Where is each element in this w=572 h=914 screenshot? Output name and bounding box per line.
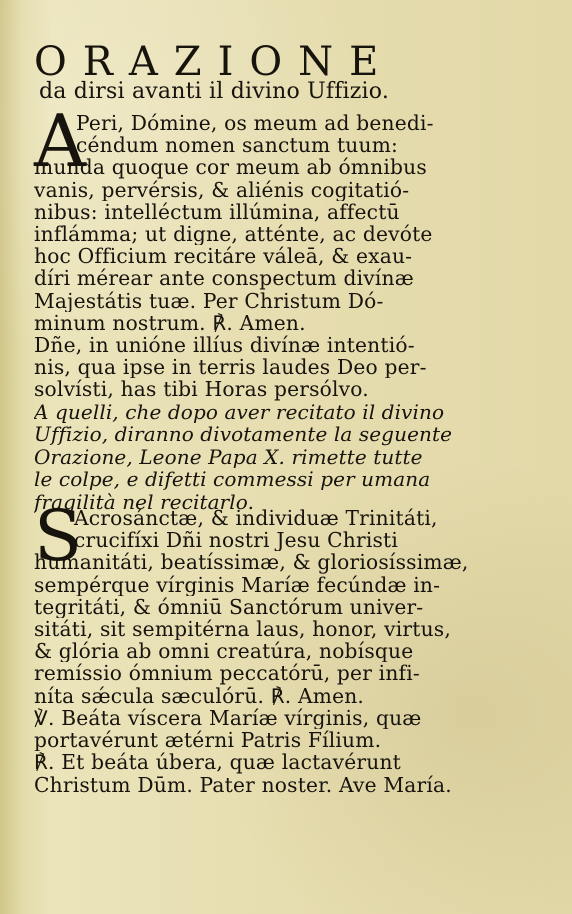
prayer-line: Acrosánctæ, & individuæ Trinitáti, (74, 507, 438, 530)
note-line: fragilità nel recitarlo. (34, 490, 255, 514)
note-line: Uffizio, diranno divotamente la seguente (34, 423, 453, 446)
page-subtitle: da dirsi avanti il divino Uffizio. (39, 79, 390, 104)
versicle-line: portavérunt ætérni Patris Fílium. (34, 729, 382, 752)
prayer-line: nibus: intelléctum illúmina, affectū (34, 200, 400, 224)
prayer-line: níta sǽcula sæculórū. ℟. Amen. (34, 684, 365, 707)
final-prayer (34, 507, 484, 707)
prayer-line: inflámma; ut digne, atténte, ac devóte (34, 223, 433, 246)
versicle-response (34, 707, 484, 796)
prayer-line: Peri, Dómine, os meum ad benedi- (76, 112, 434, 135)
prayer-intention (34, 334, 484, 401)
prayer-line: sitáti, sit sempitérna laus, honor, virtus, (34, 618, 451, 641)
prayer-line: sempérque vírginis Maríæ fecúndæ in- (34, 573, 441, 596)
page-title: ORAZIONE (34, 39, 395, 85)
drop-cap-s: S (34, 495, 82, 577)
page-gutter (0, 0, 22, 914)
prayer-line: díri mérear ante conspectum divínæ (34, 267, 414, 290)
italian-note (34, 401, 484, 513)
response-line: Christum Dūm. Pater noster. Ave María. (34, 773, 452, 796)
prayer-line: nis, qua ipse in terris laudes Deo per- (34, 356, 427, 379)
drop-cap-a: A (34, 99, 86, 183)
prayer-line: Dñe, in unióne illíus divínæ intentió- (34, 334, 415, 357)
prayer-opening (34, 112, 484, 334)
prayer-line: céndum nomen sanctum tuum: (76, 134, 399, 157)
versicle-line: ℣. Beáta víscera Maríæ vírginis, quæ (34, 707, 422, 730)
prayer-line: & glória ab omni creatúra, nobísque (34, 640, 414, 663)
prayer-line: crucifíxi Dñi nostri Jesu Christi (74, 529, 399, 552)
prayer-line: minum nostrum. ℟. Amen. (34, 311, 306, 335)
prayer-line: munda quoque cor meum ab ómnibus (34, 156, 427, 179)
note-line: le colpe, e difetti commessi per umana (34, 468, 431, 491)
prayer-line: humanitáti, beatíssimæ, & gloriosíssimæ, (34, 551, 469, 574)
prayer-line: tegritáti, & ómniū Sanctórum univer- (34, 595, 424, 619)
response-line: ℟. Et beáta úbera, quæ lactavérunt (34, 751, 401, 774)
prayer-line: Majestátis tuæ. Per Christum Dó- (34, 289, 384, 312)
prayer-line: solvísti, has tibi Horas persólvo. (34, 378, 369, 401)
prayer-line: vanis, pervérsis, & aliénis cogitatió- (34, 178, 410, 201)
prayer-line: hoc Officium recitáre váleā, & exau- (34, 245, 413, 268)
note-line: A quelli, che dopo aver recitato il divino (34, 401, 445, 424)
prayer-line: remíssio ómnium peccatórū, per infi- (34, 662, 420, 685)
note-line: Orazione, Leone Papa X. rimette tutte (34, 445, 423, 469)
